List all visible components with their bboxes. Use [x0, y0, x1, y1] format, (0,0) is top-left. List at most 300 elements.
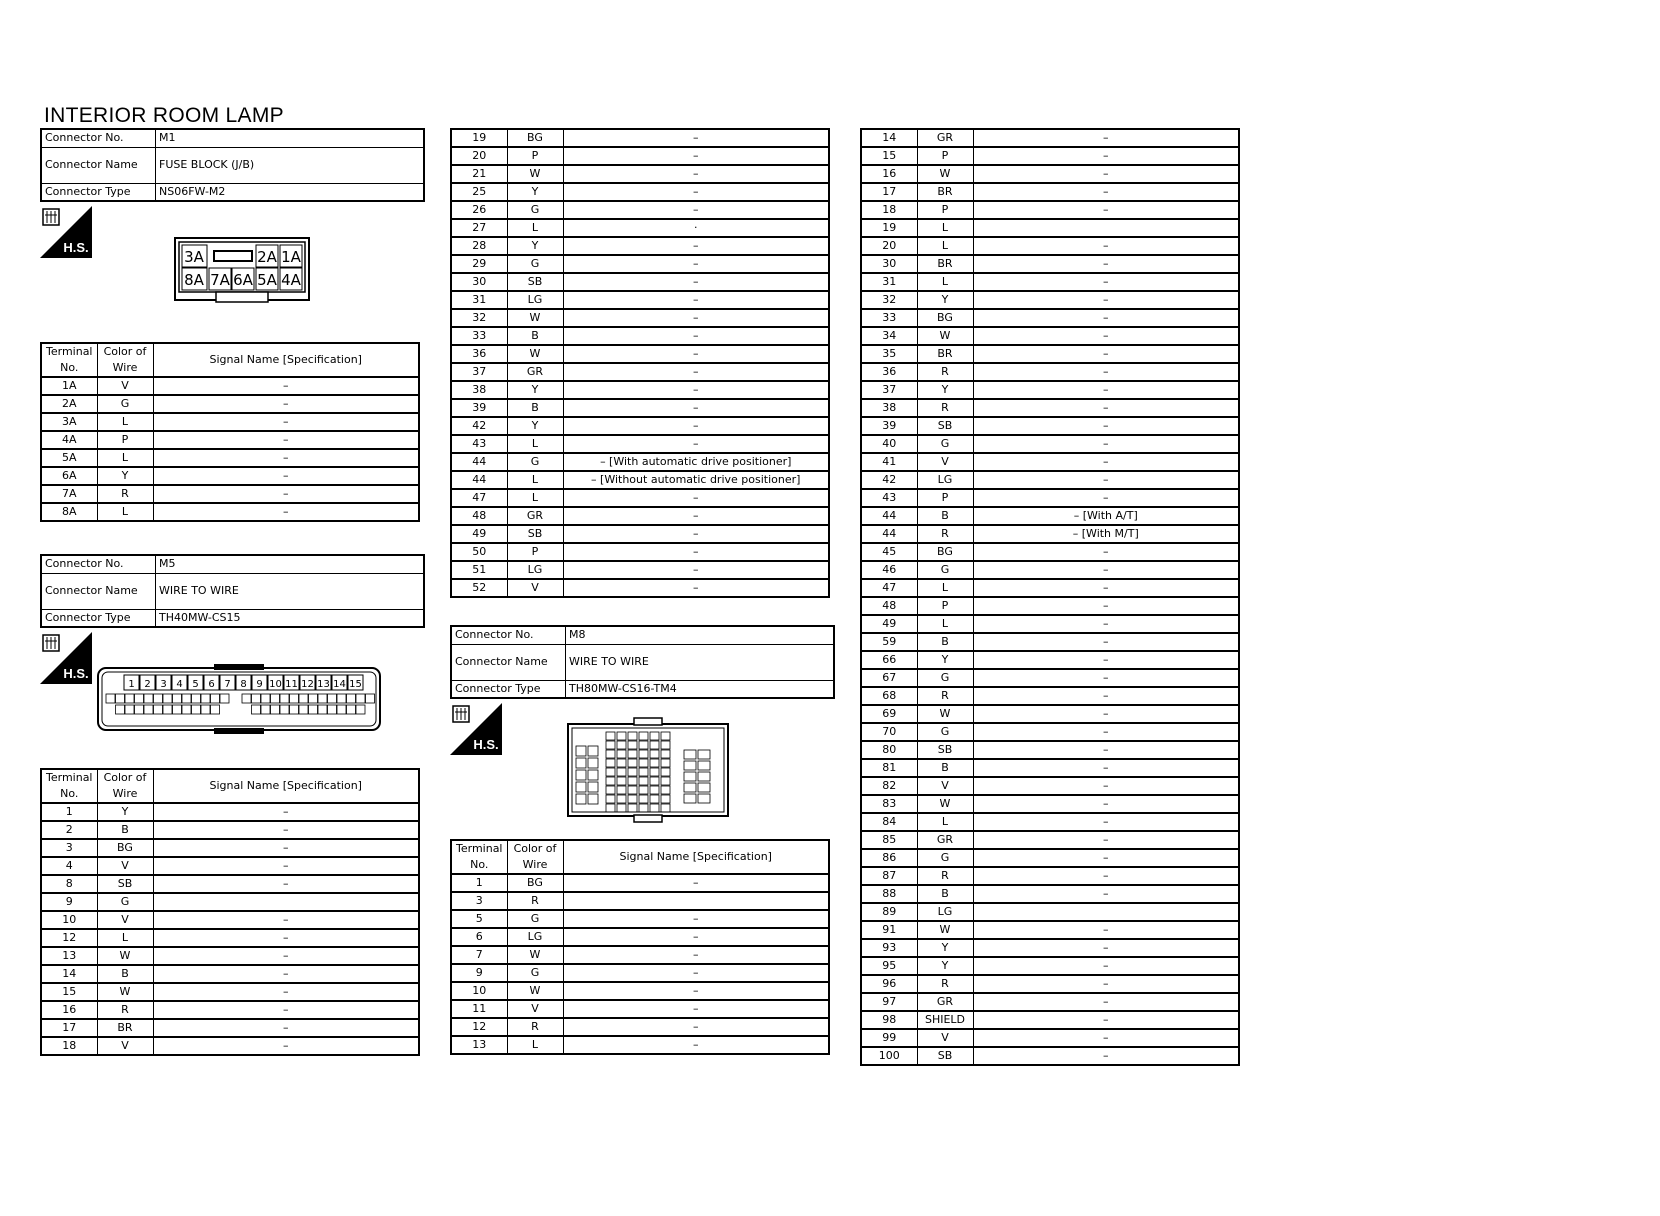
- m1-info-table: [40, 128, 425, 202]
- signal-name-cell: –: [153, 395, 419, 413]
- m5-pin-label: 10: [269, 679, 282, 690]
- m5-pin-label: 12: [301, 679, 314, 690]
- terminal-no-cell: 95: [861, 957, 917, 975]
- terminal-no-cell: 27: [451, 219, 507, 237]
- wire-color-cell: Y: [97, 803, 153, 821]
- wire-color-cell: BG: [507, 874, 563, 892]
- table-row: [451, 874, 829, 892]
- terminal-no-cell: 1: [41, 803, 97, 821]
- terminal-no-cell: 18: [861, 201, 917, 219]
- wire-color-cell: L: [507, 435, 563, 453]
- hs-label: H.S.: [63, 666, 89, 681]
- wire-color-cell: L: [917, 813, 973, 831]
- terminal-no-cell: 30: [451, 273, 507, 291]
- terminal-no-cell: 99: [861, 1029, 917, 1047]
- table-row: [861, 219, 1239, 237]
- table-row: [451, 928, 829, 946]
- m5-pin-label: 5: [192, 679, 199, 690]
- wire-color-cell: SB: [917, 741, 973, 759]
- wire-color-cell: P: [507, 147, 563, 165]
- wire-color-cell: W: [917, 705, 973, 723]
- signal-name-cell: –: [973, 183, 1239, 201]
- table-row: [861, 273, 1239, 291]
- m5-pin-label: 14: [333, 679, 346, 690]
- table-row: [451, 946, 829, 964]
- m1-terminal-table: [40, 342, 420, 522]
- terminal-no-cell: 8: [41, 875, 97, 893]
- signal-name-cell: –: [973, 453, 1239, 471]
- table-row: [41, 1001, 419, 1019]
- terminal-no-cell: 69: [861, 705, 917, 723]
- signal-name-cell: –: [563, 237, 829, 255]
- wire-color-cell: G: [507, 453, 563, 471]
- terminal-no-cell: 25: [451, 183, 507, 201]
- table-row: [861, 291, 1239, 309]
- terminal-no-cell: 9: [41, 893, 97, 911]
- table-row: [41, 929, 419, 947]
- table-row: [861, 237, 1239, 255]
- wire-color-cell: G: [507, 201, 563, 219]
- signal-name-cell: –: [153, 413, 419, 431]
- terminal-no-cell: 43: [861, 489, 917, 507]
- signal-name-cell: –: [563, 982, 829, 1000]
- wire-color-cell: R: [917, 399, 973, 417]
- wire-color-cell: L: [97, 503, 153, 521]
- wire-color-cell: W: [917, 327, 973, 345]
- wire-color-cell: Y: [917, 939, 973, 957]
- wire-color-cell: R: [97, 485, 153, 503]
- terminal-no-cell: 9: [451, 964, 507, 982]
- table-row: [861, 633, 1239, 651]
- terminal-no-cell: 20: [861, 237, 917, 255]
- wire-color-cell: P: [507, 543, 563, 561]
- terminal-no-cell: 37: [451, 363, 507, 381]
- signal-name-cell: –: [563, 964, 829, 982]
- wire-color-cell: P: [917, 147, 973, 165]
- connector-no-label: Connector No.: [41, 555, 156, 573]
- signal-name-cell: –: [153, 467, 419, 485]
- signal-name-cell: –: [973, 651, 1239, 669]
- wire-color-cell: L: [917, 579, 973, 597]
- signal-name-cell: –: [563, 309, 829, 327]
- signal-name-cell: –: [973, 1011, 1239, 1029]
- terminal-no-cell: 2: [41, 821, 97, 839]
- table-row: [41, 893, 419, 911]
- terminal-no-cell: 98: [861, 1011, 917, 1029]
- wire-color-cell: SB: [917, 1047, 973, 1065]
- m5-pin-label: 3: [160, 679, 167, 690]
- signal-name-cell: [973, 903, 1239, 921]
- terminal-no-cell: 35: [861, 345, 917, 363]
- wire-color-cell: BR: [917, 183, 973, 201]
- m5-connector-name: WIRE TO WIRE: [156, 573, 425, 609]
- terminal-no-cell: 41: [861, 453, 917, 471]
- wire-color-cell: B: [97, 965, 153, 983]
- table-row: [861, 507, 1239, 525]
- table-row: [861, 885, 1239, 903]
- signal-name-cell: –: [153, 1037, 419, 1055]
- m1-pin: 1A: [281, 248, 301, 266]
- wire-color-cell: B: [97, 821, 153, 839]
- wire-color-cell: Y: [97, 467, 153, 485]
- terminal-no-cell: 40: [861, 435, 917, 453]
- signal-name-cell: –: [973, 705, 1239, 723]
- m1-pin: 2A: [257, 248, 277, 266]
- table-row: [41, 503, 419, 521]
- m5-pin-label: 11: [285, 679, 298, 690]
- wire-color-cell: L: [917, 219, 973, 237]
- signal-name-cell: –: [153, 431, 419, 449]
- table-row: [451, 147, 829, 165]
- terminal-no-cell: 37: [861, 381, 917, 399]
- signal-name-cell: –: [153, 803, 419, 821]
- signal-name-cell: –: [563, 543, 829, 561]
- signal-name-cell: –: [563, 928, 829, 946]
- terminal-no-cell: 18: [41, 1037, 97, 1055]
- signal-name-cell: –: [973, 435, 1239, 453]
- wire-color-cell: GR: [917, 831, 973, 849]
- terminal-no-cell: 82: [861, 777, 917, 795]
- table-row: [451, 579, 829, 597]
- signal-name-cell: –: [973, 759, 1239, 777]
- table-row: [861, 183, 1239, 201]
- terminal-no-cell: 85: [861, 831, 917, 849]
- wire-color-cell: V: [917, 777, 973, 795]
- signal-name-cell: –: [153, 821, 419, 839]
- wire-color-cell: BR: [917, 255, 973, 273]
- wire-color-cell: W: [97, 983, 153, 1001]
- terminal-no-cell: 29: [451, 255, 507, 273]
- terminal-no-cell: 67: [861, 669, 917, 687]
- wire-color-cell: BR: [97, 1019, 153, 1037]
- table-row: [451, 525, 829, 543]
- connector-type-label: Connector Type: [41, 183, 156, 201]
- wire-color-cell: L: [97, 929, 153, 947]
- table-row: [861, 579, 1239, 597]
- terminal-no-header: Terminal No.: [41, 343, 97, 377]
- terminal-no-cell: 17: [861, 183, 917, 201]
- m8-info-table: [450, 625, 835, 699]
- m1-pin: 6A: [233, 271, 253, 289]
- wire-color-cell: L: [507, 471, 563, 489]
- signal-name-cell: –: [973, 795, 1239, 813]
- terminal-no-cell: 13: [41, 947, 97, 965]
- signal-name-header: Signal Name [Specification]: [563, 840, 829, 874]
- m8-connector-face: [566, 716, 730, 824]
- terminal-no-cell: 44: [861, 507, 917, 525]
- hs-icon: [40, 206, 92, 258]
- m8-terminal-table: [450, 839, 830, 1055]
- signal-name-cell: –: [973, 867, 1239, 885]
- wire-color-cell: W: [507, 309, 563, 327]
- table-row: [861, 759, 1239, 777]
- terminal-no-cell: 3: [41, 839, 97, 857]
- wire-color-cell: R: [917, 363, 973, 381]
- wire-color-cell: V: [507, 579, 563, 597]
- signal-name-cell: –: [973, 147, 1239, 165]
- connector-type-label: Connector Type: [41, 609, 156, 627]
- table-row: [451, 561, 829, 579]
- signal-name-cell: [153, 893, 419, 911]
- table-row: [451, 399, 829, 417]
- signal-name-cell: –: [973, 165, 1239, 183]
- wire-color-cell: B: [507, 399, 563, 417]
- m8-connector-name: WIRE TO WIRE: [566, 644, 835, 680]
- table-row: [41, 1019, 419, 1037]
- terminal-no-cell: 6A: [41, 467, 97, 485]
- signal-name-cell: –: [153, 983, 419, 1001]
- terminal-no-cell: 81: [861, 759, 917, 777]
- wire-color-cell: SHIELD: [917, 1011, 973, 1029]
- wire-color-cell: V: [97, 857, 153, 875]
- wire-color-cell: P: [97, 431, 153, 449]
- table-row: [451, 381, 829, 399]
- wire-color-cell: GR: [917, 129, 973, 147]
- wire-color-cell: Y: [917, 381, 973, 399]
- table-row: [41, 803, 419, 821]
- signal-name-cell: –: [973, 957, 1239, 975]
- terminal-no-cell: 42: [451, 417, 507, 435]
- terminal-no-cell: 10: [451, 982, 507, 1000]
- table-row: [861, 957, 1239, 975]
- terminal-no-cell: 68: [861, 687, 917, 705]
- table-row: [451, 1000, 829, 1018]
- terminal-no-cell: 14: [861, 129, 917, 147]
- signal-name-cell: –: [973, 291, 1239, 309]
- signal-name-cell: –: [973, 489, 1239, 507]
- terminal-no-cell: 91: [861, 921, 917, 939]
- table-row: [861, 939, 1239, 957]
- table-row: [861, 471, 1239, 489]
- signal-name-cell: –: [563, 255, 829, 273]
- m1-pin: 3A: [184, 248, 204, 266]
- m5-pin-label: 2: [144, 679, 151, 690]
- signal-name-cell: –: [563, 525, 829, 543]
- table-row: [861, 453, 1239, 471]
- wire-color-cell: Y: [507, 183, 563, 201]
- terminal-no-cell: 43: [451, 435, 507, 453]
- terminal-no-cell: 38: [451, 381, 507, 399]
- table-row: [451, 273, 829, 291]
- table-row: [861, 1047, 1239, 1065]
- signal-name-cell: – [With M/T]: [973, 525, 1239, 543]
- signal-name-cell: –: [563, 507, 829, 525]
- signal-name-cell: –: [563, 183, 829, 201]
- terminal-no-cell: 59: [861, 633, 917, 651]
- table-row: [41, 449, 419, 467]
- signal-name-cell: – [With automatic drive positioner]: [563, 453, 829, 471]
- terminal-no-cell: 51: [451, 561, 507, 579]
- signal-name-cell: –: [563, 201, 829, 219]
- wire-color-cell: W: [507, 345, 563, 363]
- wire-color-cell: LG: [507, 928, 563, 946]
- signal-name-cell: –: [563, 291, 829, 309]
- terminal-no-cell: 32: [861, 291, 917, 309]
- wire-color-cell: Y: [507, 237, 563, 255]
- terminal-no-cell: 12: [41, 929, 97, 947]
- wire-color-cell: SB: [917, 417, 973, 435]
- table-row: [861, 543, 1239, 561]
- table-row: [861, 687, 1239, 705]
- terminal-no-cell: 12: [451, 1018, 507, 1036]
- wire-color-cell: Y: [507, 417, 563, 435]
- terminal-no-cell: 83: [861, 795, 917, 813]
- terminal-no-cell: 6: [451, 928, 507, 946]
- wire-color-cell: B: [507, 327, 563, 345]
- signal-name-cell: –: [973, 849, 1239, 867]
- terminal-no-cell: 1A: [41, 377, 97, 395]
- table-row: [41, 965, 419, 983]
- terminal-no-cell: 84: [861, 813, 917, 831]
- hs-icon: [450, 703, 502, 755]
- wire-color-cell: LG: [507, 561, 563, 579]
- table-row: [41, 839, 419, 857]
- terminal-no-cell: 33: [451, 327, 507, 345]
- signal-name-cell: ·: [563, 219, 829, 237]
- wire-color-cell: Y: [507, 381, 563, 399]
- wire-color-cell: BG: [97, 839, 153, 857]
- terminal-no-cell: 45: [861, 543, 917, 561]
- wire-color-cell: Y: [917, 957, 973, 975]
- table-row: [861, 165, 1239, 183]
- signal-name-cell: –: [973, 1047, 1239, 1065]
- table-row: [41, 413, 419, 431]
- table-row: [451, 507, 829, 525]
- signal-name-cell: –: [153, 1001, 419, 1019]
- terminal-no-cell: 17: [41, 1019, 97, 1037]
- wire-color-cell: V: [917, 453, 973, 471]
- connector-no-label: Connector No.: [41, 129, 156, 147]
- table-row: [41, 395, 419, 413]
- terminal-no-cell: 30: [861, 255, 917, 273]
- signal-name-header: Signal Name [Specification]: [153, 343, 419, 377]
- table-row: [451, 183, 829, 201]
- table-row: [861, 201, 1239, 219]
- hs-label: H.S.: [473, 737, 499, 752]
- wire-color-cell: GR: [917, 993, 973, 1011]
- wire-color-cell: SB: [97, 875, 153, 893]
- signal-name-cell: –: [973, 921, 1239, 939]
- signal-name-header: Signal Name [Specification]: [153, 769, 419, 803]
- wire-color-cell: W: [917, 165, 973, 183]
- signal-name-cell: –: [563, 435, 829, 453]
- signal-name-cell: –: [973, 309, 1239, 327]
- connector-name-label: Connector Name: [451, 644, 566, 680]
- table-row: [861, 381, 1239, 399]
- terminal-no-cell: 3A: [41, 413, 97, 431]
- terminal-no-cell: 8A: [41, 503, 97, 521]
- terminal-no-cell: 49: [861, 615, 917, 633]
- m1-connector-name: FUSE BLOCK (J/B): [156, 147, 425, 183]
- terminal-no-cell: 96: [861, 975, 917, 993]
- terminal-no-cell: 5A: [41, 449, 97, 467]
- table-row: [451, 1018, 829, 1036]
- signal-name-cell: –: [563, 363, 829, 381]
- terminal-no-cell: 44: [451, 471, 507, 489]
- connector-no-label: Connector No.: [451, 626, 566, 644]
- signal-name-cell: –: [563, 417, 829, 435]
- signal-name-cell: –: [153, 911, 419, 929]
- signal-name-cell: –: [563, 1036, 829, 1054]
- wire-color-cell: W: [917, 921, 973, 939]
- table-row: [451, 327, 829, 345]
- signal-name-cell: –: [563, 273, 829, 291]
- m8-terminal-table-continued: [860, 128, 1240, 1066]
- terminal-no-cell: 97: [861, 993, 917, 1011]
- table-row: [41, 485, 419, 503]
- table-row: [861, 993, 1239, 1011]
- terminal-no-cell: 4: [41, 857, 97, 875]
- table-row: [41, 431, 419, 449]
- page-title: INTERIOR ROOM LAMP: [44, 104, 284, 127]
- m5-pin-label: 4: [176, 679, 183, 690]
- signal-name-cell: –: [563, 489, 829, 507]
- terminal-no-cell: 34: [861, 327, 917, 345]
- terminal-no-cell: 33: [861, 309, 917, 327]
- terminal-no-header: Terminal No.: [41, 769, 97, 803]
- m1-pin: 8A: [184, 271, 204, 289]
- table-row: [861, 921, 1239, 939]
- wire-color-cell: P: [917, 201, 973, 219]
- terminal-no-cell: 7A: [41, 485, 97, 503]
- table-row: [41, 947, 419, 965]
- m5-pin-label: 9: [256, 679, 263, 690]
- wire-color-cell: W: [97, 947, 153, 965]
- signal-name-cell: –: [973, 363, 1239, 381]
- wire-color-cell: G: [917, 669, 973, 687]
- wire-color-cell: W: [507, 982, 563, 1000]
- signal-name-cell: –: [973, 885, 1239, 903]
- table-row: [451, 489, 829, 507]
- terminal-no-cell: 7: [451, 946, 507, 964]
- signal-name-cell: –: [973, 777, 1239, 795]
- signal-name-cell: –: [973, 255, 1239, 273]
- wire-color-cell: L: [917, 273, 973, 291]
- wire-color-cell: LG: [917, 903, 973, 921]
- terminal-no-cell: 28: [451, 237, 507, 255]
- terminal-no-cell: 1: [451, 874, 507, 892]
- m5-pin-label: 7: [224, 679, 231, 690]
- table-row: [861, 345, 1239, 363]
- signal-name-cell: –: [563, 874, 829, 892]
- wire-color-cell: Y: [917, 291, 973, 309]
- signal-name-cell: –: [563, 561, 829, 579]
- table-row: [451, 543, 829, 561]
- table-row: [861, 849, 1239, 867]
- terminal-no-cell: 46: [861, 561, 917, 579]
- table-row: [41, 857, 419, 875]
- table-row: [861, 597, 1239, 615]
- table-row: [41, 1037, 419, 1055]
- terminal-no-cell: 70: [861, 723, 917, 741]
- table-row: [451, 892, 829, 910]
- signal-name-cell: –: [563, 147, 829, 165]
- wire-color-cell: V: [917, 1029, 973, 1047]
- terminal-no-cell: 42: [861, 471, 917, 489]
- m5-connector-no: M5: [156, 555, 425, 573]
- signal-name-cell: –: [973, 543, 1239, 561]
- wire-color-cell: G: [917, 561, 973, 579]
- connector-name-label: Connector Name: [41, 573, 156, 609]
- signal-name-cell: –: [973, 237, 1239, 255]
- table-row: [861, 129, 1239, 147]
- wire-color-cell: G: [507, 910, 563, 928]
- signal-name-cell: –: [973, 597, 1239, 615]
- table-row: [861, 309, 1239, 327]
- wire-color-cell: L: [917, 615, 973, 633]
- signal-name-cell: –: [153, 965, 419, 983]
- table-row: [451, 129, 829, 147]
